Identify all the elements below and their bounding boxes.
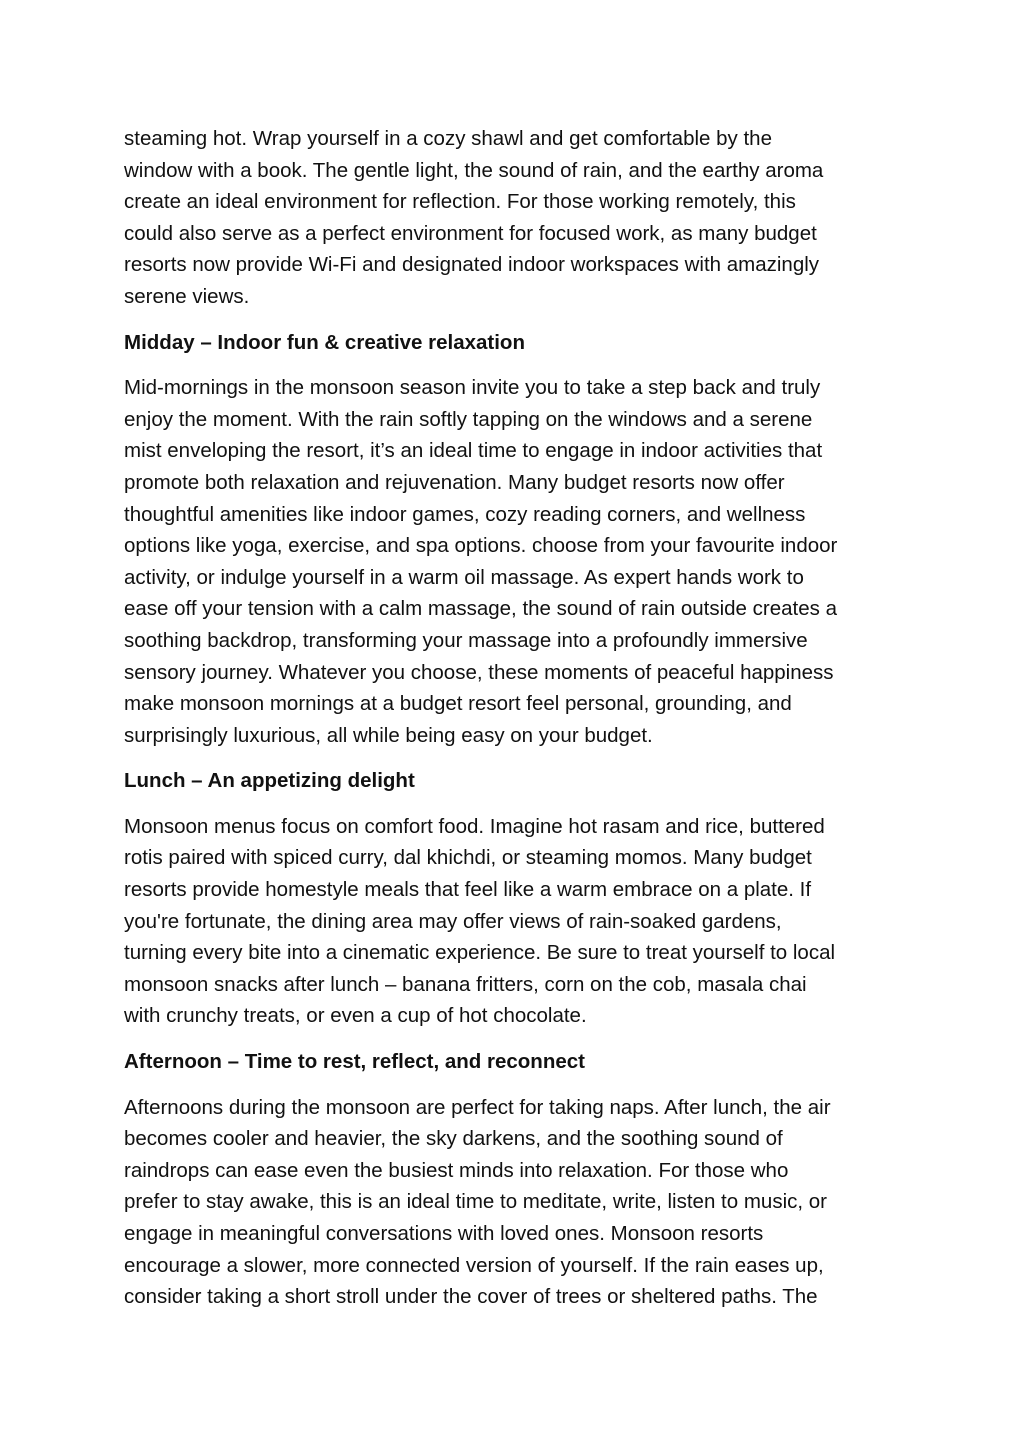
document-body — [124, 123, 904, 1327]
text-line: activity, or indulge yourself in a warm oil massage. As expert hands work to — [124, 565, 804, 589]
intro-paragraph — [124, 123, 904, 313]
text-line: could also serve as a perfect environment for focused work, as many budget — [124, 221, 817, 245]
text-line: rotis paired with spiced curry, dal khichdi, or steaming momos. Many budget — [124, 846, 812, 870]
text-line: ease off your tension with a calm massage, the sound of rain outside creates a — [124, 597, 837, 621]
section-heading-lunch: Lunch – An appetizing delight — [124, 769, 415, 793]
text-line: window with a book. The gentle light, the sound of rain, and the earthy aroma — [124, 158, 824, 182]
text-line: you're fortunate, the dining area may offer views of rain-soaked gardens, — [124, 909, 782, 933]
section-paragraph-afternoon — [124, 1092, 904, 1313]
text-line: prefer to stay awake, this is an ideal time to meditate, write, listen to music, or — [124, 1190, 827, 1214]
text-line: make monsoon mornings at a budget resort feel personal, grounding, and — [124, 692, 792, 716]
section-paragraph-lunch — [124, 811, 904, 1032]
text-line: with crunchy treats, or even a cup of hot chocolate. — [124, 1004, 587, 1028]
text-line: surprisingly luxurious, all while being easy on your budget. — [124, 723, 653, 747]
text-line: becomes cooler and heavier, the sky darkens, and the soothing sound of — [124, 1127, 783, 1151]
text-line: engage in meaningful conversations with loved ones. Monsoon resorts — [124, 1222, 764, 1245]
text-line: serene views. — [124, 284, 250, 308]
text-line: monsoon snacks after lunch – banana fritters, corn on the cob, masala chai — [124, 972, 807, 996]
text-line: promote both relaxation and rejuvenation. Many budget resorts now offer — [124, 470, 785, 494]
text-line: encourage a slower, more connected version of yourself. If the rain eases up, — [124, 1253, 824, 1277]
text-line: turning every bite into a cinematic experience. Be sure to treat yourself to local — [124, 941, 836, 965]
text-line: mist enveloping the resort, it’s an ideal time to engage in indoor activities that — [124, 439, 823, 463]
section-heading-midday: Midday – Indoor fun & creative relaxation — [124, 330, 525, 354]
text-line: create an ideal environment for reflection. For those working remotely, this — [124, 190, 796, 214]
text-line: Mid-mornings in the monsoon season invite you to take a step back and truly — [124, 376, 821, 400]
text-line: consider taking a short stroll under the cover of trees or sheltered paths. The — [124, 1285, 818, 1309]
section-heading-afternoon: Afternoon – Time to rest, reflect, and reconnect — [124, 1050, 585, 1074]
text-line: enjoy the moment. With the rain softly tapping on the windows and a serene — [124, 407, 813, 431]
text-line: raindrops can ease even the busiest minds into relaxation. For those who — [124, 1158, 789, 1182]
text-line: soothing backdrop, transforming your massage into a profoundly immersive — [124, 628, 808, 652]
text-line: Afternoons during the monsoon are perfect for taking naps. After lunch, the air — [124, 1095, 831, 1119]
text-line: resorts provide homestyle meals that feel like a warm embrace on a plate. If — [124, 878, 812, 902]
text-line: thoughtful amenities like indoor games, cozy reading corners, and wellness — [124, 502, 806, 526]
text-line: sensory journey. Whatever you choose, these moments of peaceful happiness — [124, 660, 834, 684]
text-line: Monsoon menus focus on comfort food. Imagine hot rasam and rice, buttered — [124, 814, 825, 838]
section-paragraph-midday — [124, 372, 904, 751]
text-line: options like yoga, exercise, and spa options. choose from your favourite indoor — [124, 534, 838, 558]
text-line: steaming hot. Wrap yourself in a cozy shawl and get comfortable by the — [124, 127, 772, 150]
text-line: resorts now provide Wi-Fi and designated indoor workspaces with amazingly — [124, 253, 820, 277]
